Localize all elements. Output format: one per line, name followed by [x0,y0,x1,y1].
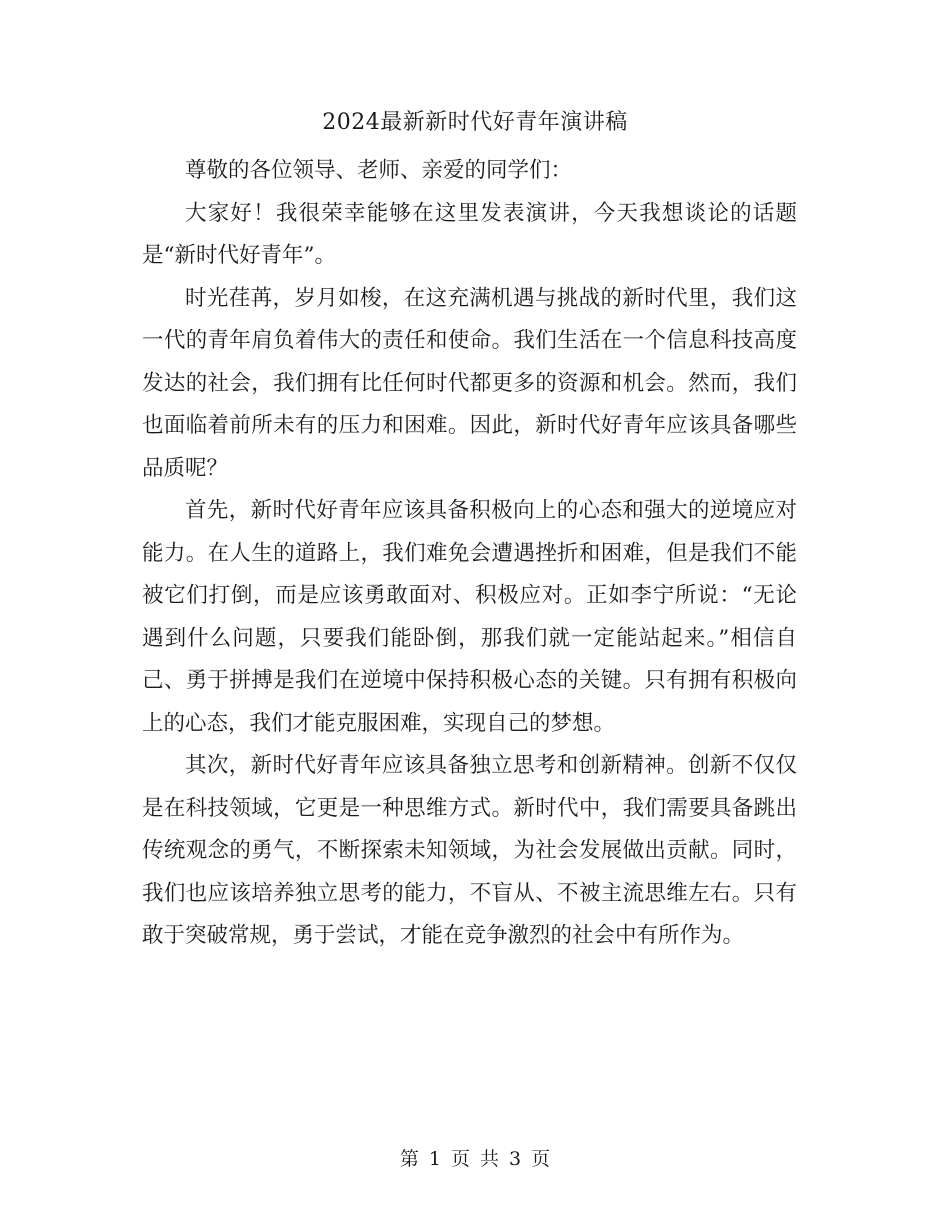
document-body [142,150,797,958]
paragraph-intro: 时光荏苒，岁月如梭，在这充满机遇与挑战的新时代里，我们这一代的青年肩负着伟大的责任和使命。我们生活在一个信息科技高度发达的社会，我们拥有比任何时代都更多的资源和机会。然而，我们也面临着前所未有的压力和困难。因此，新时代好青年应该具备哪些品质呢？ [142,285,797,481]
page-number-footer: 第 1 页 共 3 页 [399,1148,551,1170]
paragraph-greeting: 大家好！我很荣幸能够在这里发表演讲，今天我想谈论的话题是“新时代好青年”。 [142,200,797,268]
paragraph-salutation: 尊敬的各位领导、老师、亲爱的同学们： [185,158,573,183]
document-title: 2024最新新时代好青年演讲稿 [322,110,628,135]
paragraph-first-point: 首先，新时代好青年应该具备积极向上的心态和强大的逆境应对能力。在人生的道路上，我们难免会遭遇挫折和困难，但是我们不能被它们打倒，而是应该勇敢面对、积极应对。正如李宁所说：“无论遇到什么问题，只要我们能卧倒，那我们就一定能站起来。”相信自己、勇于拼搏是我们在逆境中保持积极心态的关键。只有拥有积极向上的心态，我们才能克服困难，实现自己的梦想。 [142,498,797,736]
paragraph-second-point: 其次，新时代好青年应该具备独立思考和创新精神。创新不仅仅是在科技领域，它更是一种思维方式。新时代中，我们需要具备跳出传统观念的勇气，不断探索未知领域，为社会发展做出贡献。同时，我们也应该培养独立思考的能力，不盲从、不被主流思维左右。只有敢于突破常规，勇于尝试，才能在竞争激烈的社会中有所作为。 [142,753,797,948]
